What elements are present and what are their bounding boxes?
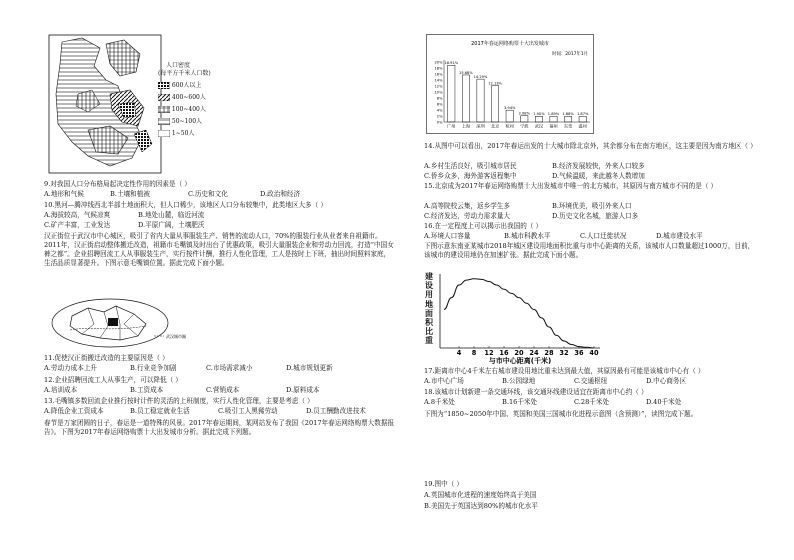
option-b[interactable]: B.行业竞争加剧 — [130, 364, 177, 372]
category-label: 北京 — [490, 123, 500, 129]
bar-value-label: 1.90% — [533, 112, 545, 117]
question-13: 13.毛嘴镇多数回流企业推行按时计件的灵活的上班制度，实行人性化管理，主要是考虑（ ） — [44, 397, 314, 405]
category-label: 广州 — [447, 123, 456, 129]
bar-东莞 — [564, 116, 571, 122]
legend-row-400 — [158, 92, 228, 104]
y-tick-label: 4% — [436, 108, 443, 113]
x-tick-label: 36 — [574, 349, 584, 357]
bar-宁波 — [521, 116, 528, 122]
option-a[interactable]: A.乡村生活良好，吸引城市居民 — [424, 162, 517, 170]
category-label: 杭州 — [505, 123, 514, 129]
question-10-options-ab — [44, 211, 204, 219]
land-use-line-chart — [434, 270, 604, 364]
x-tick-label: 24 — [529, 349, 539, 357]
legend-row-50 — [158, 116, 228, 128]
chart-subtitle: 时间：2017年1月 — [552, 52, 588, 57]
option-c[interactable]: C.侨乡众多，海外游客返程集中 — [424, 172, 517, 180]
question-12: 12.企业招聘回流工人从事生产，可以降低（ ） — [44, 376, 182, 384]
category-label: 东莞 — [563, 123, 573, 129]
population-legend — [158, 60, 228, 140]
bar-广州 — [448, 65, 455, 122]
question-13-options — [44, 407, 366, 415]
category-label: 温州 — [578, 123, 587, 129]
bar-value-label: 14.29% — [473, 74, 488, 79]
bar-value-label: 1.89% — [547, 112, 560, 117]
option-d[interactable]: D.平原广阔，土壤肥沃 — [138, 221, 205, 229]
x-tick-label: 32 — [559, 349, 569, 357]
question-19-option-b[interactable]: B.美国先于英国达到80%的城市化水平 — [424, 502, 538, 510]
option-c[interactable]: C.经济发达，劳动力需求量大 — [424, 212, 511, 220]
category-label: 宁波 — [520, 123, 529, 129]
x-tick-label: 28 — [544, 349, 554, 357]
option-c[interactable]: C.历史和文化 — [188, 190, 228, 198]
bar-上海 — [462, 75, 469, 122]
legend-label: 400~600人 — [171, 94, 206, 101]
option-a[interactable]: A.降低企业工资成本 — [44, 407, 104, 415]
y-tick-label: 8% — [436, 96, 443, 101]
x-tick-label: 4 — [456, 349, 462, 357]
category-label: 武汉 — [534, 123, 544, 129]
question-14-options-cd — [424, 172, 645, 180]
legend-label: 600人以上 — [171, 82, 202, 89]
x-tick-label: 20 — [514, 349, 524, 357]
wuhan-location-map — [50, 296, 190, 350]
bar-深圳 — [477, 79, 484, 122]
question-15: 15.北京成为2017年春运网络购票十大出发城市中唯一的北方城市，其原因与南方城市不同的是（ ） — [424, 182, 718, 190]
option-b[interactable]: B.土壤和植被 — [110, 190, 150, 198]
option-c[interactable]: C.吸引工人黑豨劳动 — [218, 407, 278, 415]
option-b[interactable]: B.工资成本 — [130, 386, 164, 394]
y-tick-label: 20% — [434, 60, 443, 65]
y-tick-label: 16% — [434, 72, 443, 77]
passage-hanzhengjie: 汉正街位于武汉市中心城区，吸引了省内大量从事服装生产、销售的流动人口，70%的服装行业从业者来自祖籍市。2011年，汉正街启动整体搬迁改造，祖籍市毛嘴镇及时出台了优惠政策，吸引大量服装企业和劳动力回流，打造“中国女裤之都”。企业招聘回流工人从事服装生产，实行按件计酬，推行人性化管理，工人是按时上下班，抽出时间照料家庭，生活品质显著提升。下图示意毛嘴镇位置。据此完成下面小题。 — [44, 232, 394, 267]
question-11: 11.促使汉正街搬迁改造的主要原因是（ ） — [44, 354, 169, 362]
y-tick-label: 18% — [434, 66, 443, 71]
land-use-curve — [444, 279, 594, 348]
category-label: 上海 — [461, 123, 471, 129]
question-16-options — [424, 232, 703, 240]
x-axis-label: 与市中心距离(千米) — [488, 357, 552, 364]
option-c[interactable]: C.矿产丰富，工业发达 — [44, 221, 111, 229]
option-d[interactable]: D.气候温暖，来此越冬人数增加 — [552, 172, 645, 180]
y-tick-label: 2% — [436, 114, 443, 119]
option-b[interactable]: B.地处山麓，临近河流 — [138, 211, 205, 219]
question-15-options-cd — [424, 212, 638, 220]
question-14: 14.从图中可以看出，2017年春运出发的十大城市除北京外，其余都分布在南方地区，这主要是因为南方地区（ ） — [424, 142, 757, 150]
question-15-options-ab — [424, 202, 631, 210]
option-a[interactable]: A.8千米处 — [424, 398, 455, 406]
option-b[interactable]: B.经济发展较快，外来人口较多 — [552, 162, 645, 170]
legend-swatch-600 — [158, 82, 170, 89]
legend-label: 50~100人 — [171, 118, 203, 125]
bar-value-label: 18.91% — [444, 61, 459, 66]
option-a[interactable]: A.海拔较高，气候凉爽 — [44, 211, 111, 219]
question-16: 16.在一定程度上可以揭示出我国的（ ） — [424, 222, 543, 230]
legend-title: 人口密度 — [166, 62, 191, 69]
bar-value-label: 3.94% — [503, 105, 516, 110]
option-d[interactable]: D.原料成本 — [286, 386, 320, 394]
legend-row-600 — [158, 80, 228, 92]
option-b[interactable]: B.环境优美，吸引外来人口 — [552, 202, 632, 210]
y-tick-label: 14% — [434, 78, 443, 83]
legend-swatch-1 — [158, 130, 170, 137]
x-tick-label: 40 — [589, 349, 599, 357]
legend-subtitle: (每平方千米人口数) — [158, 70, 211, 77]
legend-swatch-50 — [158, 118, 170, 125]
option-c[interactable]: C.人口迁徙状况 — [580, 232, 627, 240]
option-a[interactable]: A.市中心广场 — [424, 377, 464, 385]
question-9: 9.对我国人口分布格局起决定性作用的因素是（ ） — [44, 180, 191, 188]
option-c[interactable]: C.交通枢纽 — [574, 377, 608, 385]
option-a[interactable]: A.高等院校云集，返乡学生多 — [424, 202, 510, 210]
bar-杭州 — [506, 110, 513, 122]
legend-row-1 — [158, 128, 228, 140]
y-tick-label: 0% — [436, 120, 443, 125]
question-12-options — [44, 386, 320, 394]
land-use-ylabel: 建设用地面积比重 — [425, 272, 433, 346]
x-tick-label: 16 — [499, 349, 509, 357]
y-tick-label: 12% — [434, 84, 443, 89]
bar-value-label: 15.68% — [459, 70, 473, 75]
passage-urbanization: 下图为“1850~2050年中国、英国和美国三国城市化进程示意图（含预测）”，读图完成下题。 — [424, 410, 698, 418]
question-10-options-cd — [44, 221, 205, 229]
option-a[interactable]: A.劳动力成本上升 — [44, 364, 98, 372]
option-d[interactable]: D.40千米处 — [646, 398, 682, 406]
option-d[interactable]: D.城市规划更新 — [286, 364, 333, 372]
option-a[interactable]: A.地形和气候 — [44, 190, 84, 198]
option-d[interactable]: D.历史文化名城，旅游人口多 — [552, 212, 639, 220]
bar-武汉 — [535, 116, 542, 122]
question-18: 18.该城市计划新建一条交通环线，该交通环线建设适宜在距离市中心约（ ） — [424, 388, 648, 396]
bar-温州 — [579, 116, 586, 122]
option-d[interactable]: D.中心商务区 — [646, 377, 687, 385]
option-d[interactable]: D.政治和经济 — [260, 190, 301, 198]
question-17-options — [424, 377, 686, 385]
y-tick-label: 10% — [434, 90, 443, 95]
x-tick-label: 12 — [484, 349, 494, 357]
option-b[interactable]: B.城市科教水平 — [504, 232, 551, 240]
bar-福州 — [550, 116, 557, 122]
passage-spring-festival: 春节是万家团圆的日子，春运是一道特殊的风景。2017年春运期间，某网站发布了我国《2017年春运网络购票大数据报告》。下图为2017年春运网络购票十大出发城市分析。据此完成下列题。 — [44, 419, 395, 436]
bar-北京 — [491, 86, 498, 122]
category-label: 深圳 — [476, 123, 485, 129]
bar-value-label: 2.08% — [518, 111, 531, 116]
option-d[interactable]: D.员工酬勤改进技术 — [306, 407, 366, 415]
legend-row-100 — [158, 104, 228, 116]
bar-value-label: 1.87% — [576, 112, 589, 117]
bar-value-label: 12.13% — [488, 81, 502, 86]
population-density-map — [48, 34, 162, 174]
question-9-options — [44, 190, 300, 198]
question-10: 10.黑河—腾冲线西北半部土地面积大，但人口稀少，该地区人口分布较集中，此类地区大多（ ） — [44, 201, 327, 209]
question-19: 19.图中（ ） — [424, 480, 463, 488]
question-17: 17.距离市中心4千米左右城市建设用地比重未达到最大值，其原因最有可能是该城市中心有（ ） — [424, 367, 705, 375]
option-a[interactable]: A.培训成本 — [44, 386, 78, 394]
option-b[interactable]: B.员工稳定就业生活 — [130, 407, 190, 415]
category-label: 福州 — [549, 123, 558, 129]
wuhan-legend-label: 武汉城市圈 — [166, 334, 186, 339]
bar-value-label: 1.88% — [562, 112, 574, 117]
question-14-options-ab — [424, 162, 645, 170]
option-b[interactable]: B.公园绿地 — [502, 377, 536, 385]
passage-city-land-use: 下图示意东南亚某城市2018年城区建设用地面积比重与市中心距离的关系，该城市人口数量超过1000万，目前，该城市的建设用地仍在加速扩张。据此完成下面小题。 — [424, 242, 755, 259]
option-a[interactable]: A.环境人口容量 — [424, 232, 471, 240]
x-tick-label: 8 — [471, 349, 477, 357]
option-c[interactable]: C.市场需求减小 — [206, 364, 253, 372]
chart-title: 2017年春运网络购票十大出发城市 — [471, 41, 549, 47]
option-c[interactable]: C.28千米处 — [574, 398, 610, 406]
option-d[interactable]: D.城市建设水平 — [656, 232, 703, 240]
question-19-option-a[interactable]: A.英国城市化进程的速度始终高于美国 — [424, 491, 537, 499]
option-b[interactable]: B.16千米处 — [502, 398, 538, 406]
legend-swatch-400 — [158, 94, 170, 101]
legend-label: 100~400人 — [171, 106, 206, 113]
question-18-options — [424, 398, 681, 406]
legend-label: 1~50人 — [171, 130, 195, 137]
legend-swatch-100 — [158, 106, 170, 113]
question-11-options — [44, 364, 333, 372]
departure-cities-bar-chart — [426, 34, 594, 134]
option-c[interactable]: C.营销成本 — [206, 386, 240, 394]
y-tick-label: 6% — [436, 102, 443, 107]
